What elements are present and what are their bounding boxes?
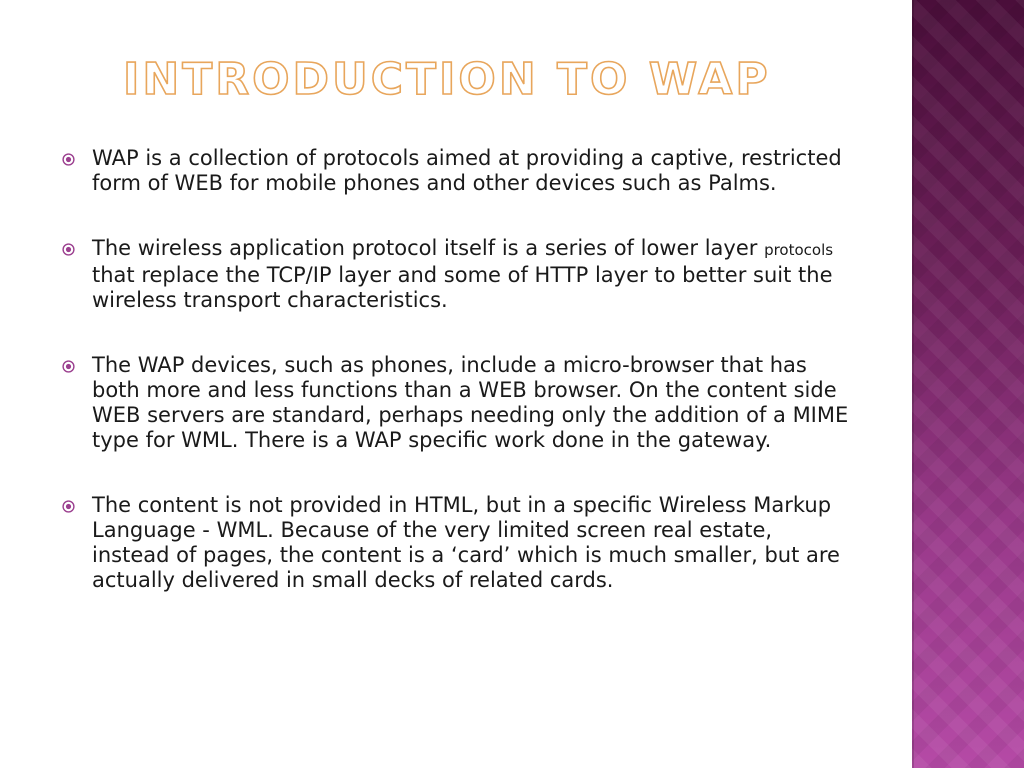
circle-bullet-icon <box>62 360 75 373</box>
bullet-text: WAP is a collection of protocols aimed at providing a captive, restricted form of WEB for mobile phones and other devices such as Palms. <box>92 146 842 195</box>
decorative-side-band <box>912 0 1024 768</box>
bullet-item <box>60 493 850 593</box>
circle-bullet-icon <box>62 153 75 166</box>
bullet-item <box>60 146 850 196</box>
circle-bullet-icon <box>62 500 75 513</box>
slide-title: INTRODUCTION TO WAP <box>123 54 771 105</box>
bullet-text: The WAP devices, such as phones, include a micro-browser that has both more and less functions than a WEB browser. On the content side WEB servers are standard, perhaps needing only the addition of a MIME type for WML. There is a WAP specific work done in the gateway. <box>92 353 849 452</box>
bullet-text-after: that replace the TCP/IP layer and some of HTTP layer to better suit the wireless transport characteristics. <box>92 263 833 312</box>
bullet-small-word: protocols <box>764 241 834 259</box>
bullet-list <box>60 146 850 633</box>
circle-bullet-icon <box>62 243 75 256</box>
bullet-text-before: The wireless application protocol itself is a series of lower layer <box>92 236 758 260</box>
side-band-edge <box>912 0 914 768</box>
bullet-text: The content is not provided in HTML, but in a specific Wireless Markup Language - WML. Because of the very limited screen real estate, instead of pages, the content is a ‘card’ which is much smaller, but are actually delivered in small decks of related cards. <box>92 493 840 592</box>
bullet-item <box>60 236 850 313</box>
bullet-item <box>60 353 850 453</box>
